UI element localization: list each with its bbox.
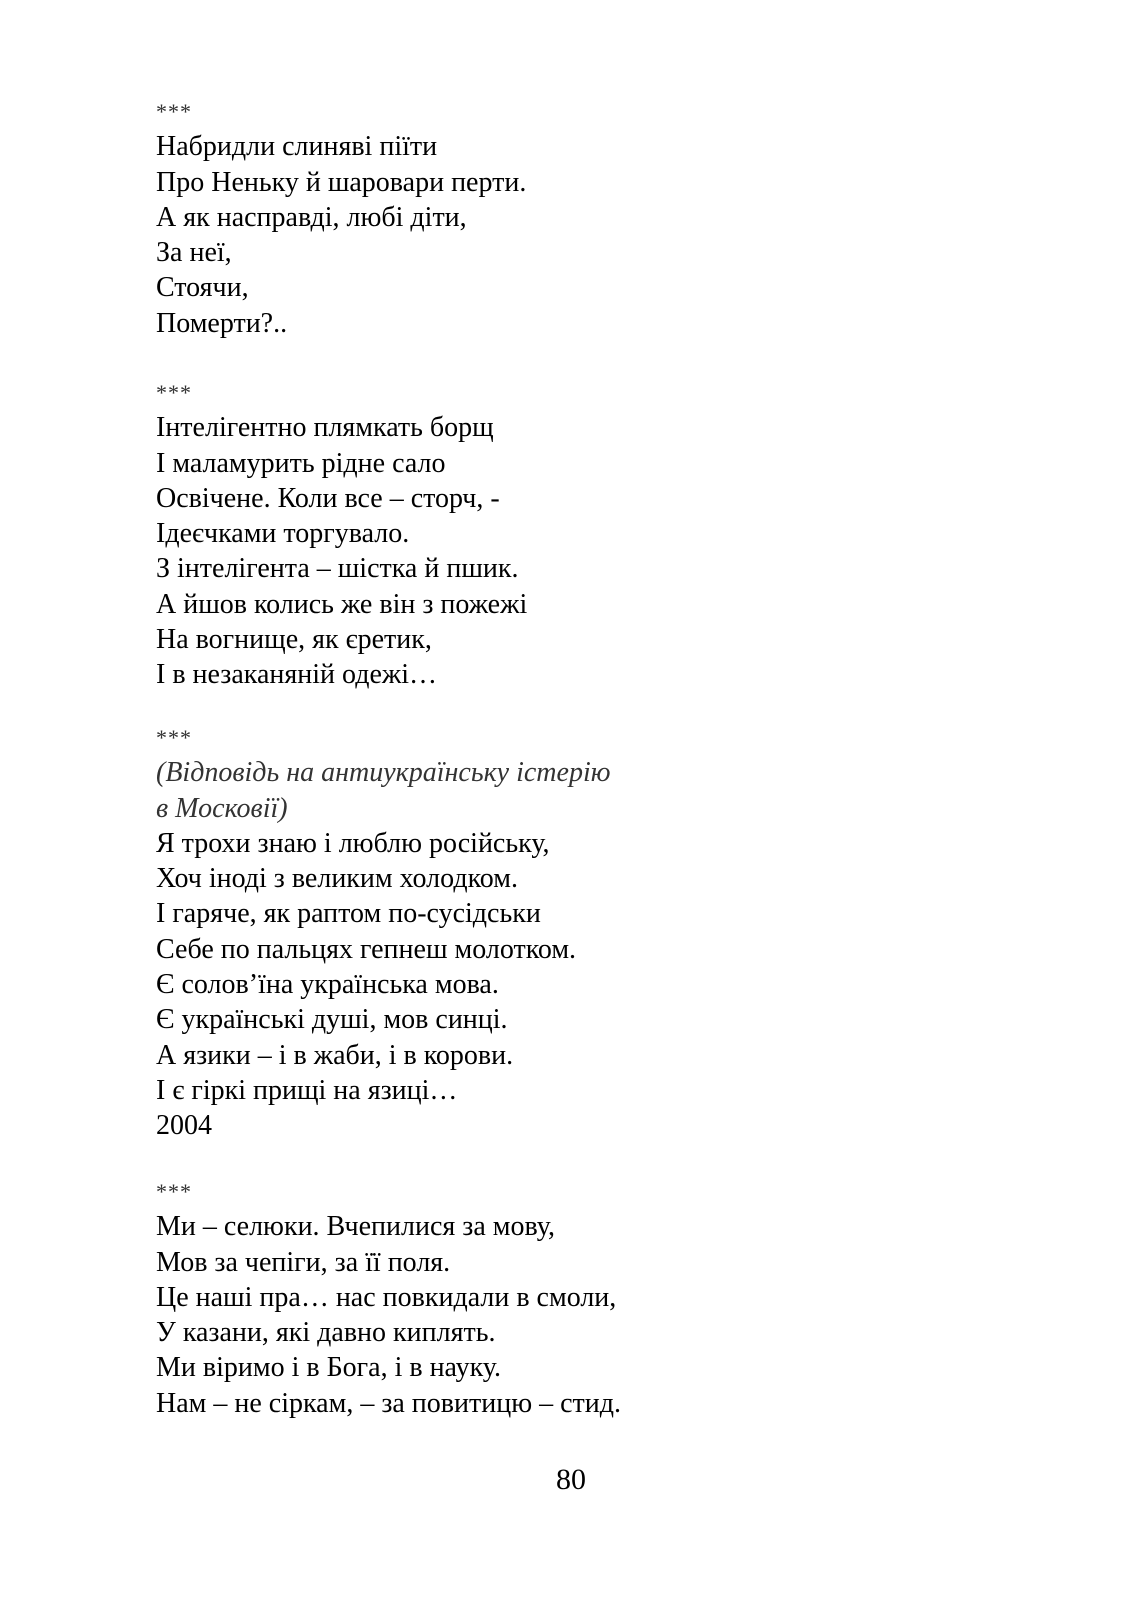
poem-line: Освічене. Коли все – сторч, - [156, 482, 500, 514]
poem-4 [156, 1174, 976, 1421]
poem-date: 2004 [156, 1110, 212, 1142]
poem-line: Є українські душі, мов синці. [156, 1004, 508, 1036]
poem-line: За неї, [156, 237, 232, 269]
poem-line: У казани, які давно киплять. [156, 1317, 496, 1349]
poem-line: Про Неньку й шаровари перти. [156, 166, 527, 198]
poem-line: І є гіркі прищі на язиці… [156, 1074, 458, 1106]
poem-line: Набридли слиняві піїти [156, 131, 438, 163]
poem-line: Померти?.. [156, 307, 288, 339]
poem-separator: *** [156, 725, 192, 750]
page-number: 80 [556, 1463, 586, 1496]
poem-2 [156, 375, 976, 693]
poem-line: Нам – не сіркам, – за повитицю – стид. [156, 1387, 622, 1419]
poem-line: І маламурить рідне сало [156, 447, 446, 479]
poem-line: Інтелігентно плямкать борщ [156, 412, 494, 444]
poem-line: Ідеєчками торгувало. [156, 518, 410, 550]
poem-line: А як насправді, любі діти, [156, 201, 467, 233]
poem-epigraph-line: (Відповідь на антиукраїнську істерію [156, 757, 611, 789]
poem-separator: *** [156, 99, 192, 124]
poem-line: Мов за чепіги, за її поля. [156, 1246, 451, 1278]
poem-line: Хоч іноді з великим холодком. [156, 863, 518, 895]
poem-line: Стоячи, [156, 272, 249, 304]
poem-line: Ми віримо і в Бога, і в науку. [156, 1352, 501, 1384]
poem-1 [156, 94, 976, 341]
poem-line: Я трохи знаю і люблю російську, [156, 827, 550, 859]
poem-line: На вогнище, як єретик, [156, 624, 432, 656]
poem-line: І в незаканяній одежі… [156, 659, 437, 691]
poem-line: І гаряче, як раптом по-сусідськи [156, 898, 541, 930]
poem-line: Себе по пальцях гепнеш молотком. [156, 933, 577, 965]
poem-separator: *** [156, 380, 192, 405]
poem-line: З інтелігента – шістка й пшик. [156, 553, 519, 585]
poem-line: Є солов’їна українська мова. [156, 969, 499, 1001]
poem-line: Це наші пра… нас повкидали в смоли, [156, 1281, 617, 1313]
poem-3 [156, 720, 976, 1144]
poem-line: Ми – селюки. Вчепилися за мову, [156, 1211, 555, 1243]
poem-separator: *** [156, 1179, 192, 1204]
poem-epigraph-line: в Московії) [156, 792, 288, 824]
poem-line: А язики – і в жаби, і в корови. [156, 1039, 514, 1071]
poem-line: А йшов колись же він з пожежі [156, 588, 528, 620]
